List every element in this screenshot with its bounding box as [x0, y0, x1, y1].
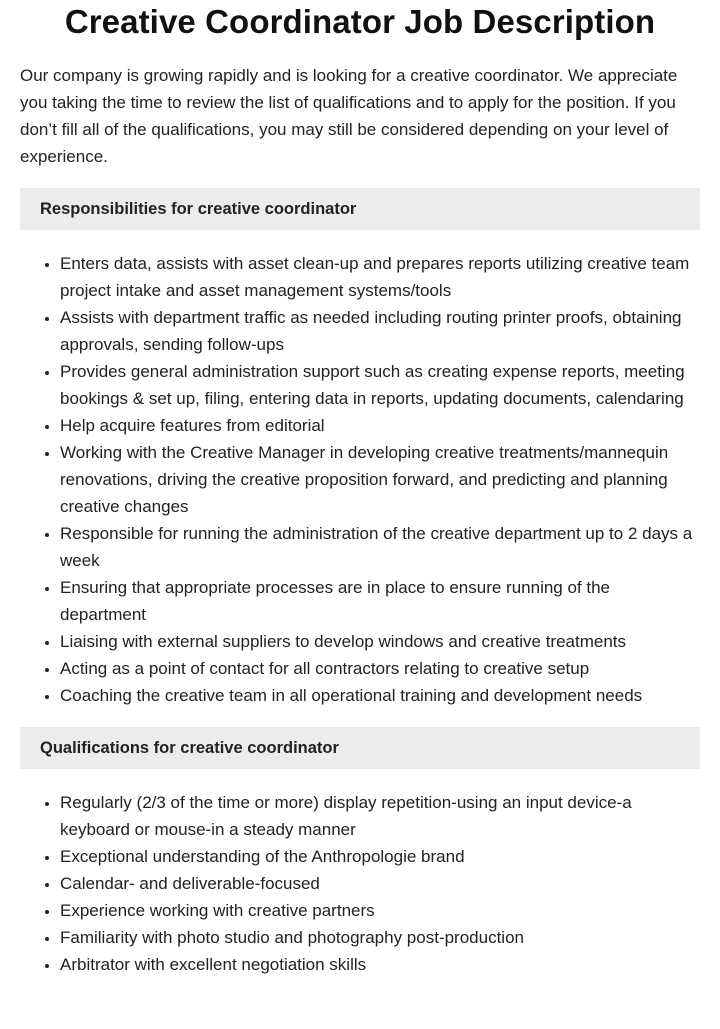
list-item: • Liaising with external suppliers to develop windows and creative treatments: [60, 628, 700, 655]
page-title: Creative Coordinator Job Description: [64, 3, 656, 40]
list-item: • Ensuring that appropriate processes are in place to ensure running of the department: [60, 574, 700, 628]
list-item: • Working with the Creative Manager in developing creative treatments/mannequin renovations, driving the creative proposition forward, and predicting and planning creative changes: [60, 439, 700, 520]
list-item: • Calendar- and deliverable-focused: [60, 870, 700, 897]
list-item: • Coaching the creative team in all operational training and development needs: [60, 682, 700, 709]
list-item: • Provides general administration support such as creating expense reports, meeting bookings & set up, filing, entering data in reports, updating documents, calendaring: [60, 358, 700, 412]
list-item: • Acting as a point of contact for all contractors relating to creative setup: [60, 655, 700, 682]
intro-paragraph: Our company is growing rapidly and is looking for a creative coordinator. We appreciate you taking the time to review the list of qualifications and to apply for the position. If you don’t fill all of the qualifications, you may still be considered depending on your level of experience.: [20, 66, 678, 166]
responsibilities-list: [20, 250, 700, 709]
qualifications-heading: Qualifications for creative coordinator: [40, 738, 339, 757]
responsibilities-heading: Responsibilities for creative coordinator: [40, 199, 357, 218]
list-item: • Arbitrator with excellent negotiation skills: [60, 951, 700, 978]
list-item: • Experience working with creative partners: [60, 897, 700, 924]
list-item: • Help acquire features from editorial: [60, 412, 700, 439]
list-item: • Enters data, assists with asset clean-up and prepares reports utilizing creative team project intake and asset management systems/tools: [60, 250, 700, 304]
qualifications-header: [20, 727, 700, 769]
qualifications-list: [20, 789, 700, 978]
list-item: • Responsible for running the administration of the creative department up to 2 days a week: [60, 520, 700, 574]
list-item: • Exceptional understanding of the Anthropologie brand: [60, 843, 700, 870]
list-item: • Regularly (2/3 of the time or more) display repetition-using an input device-a keyboard or mouse-in a steady manner: [60, 789, 700, 843]
list-item: • Assists with department traffic as needed including routing printer proofs, obtaining approvals, sending follow-ups: [60, 304, 700, 358]
list-item: • Familiarity with photo studio and photography post-production: [60, 924, 700, 951]
responsibilities-header: [20, 188, 700, 230]
